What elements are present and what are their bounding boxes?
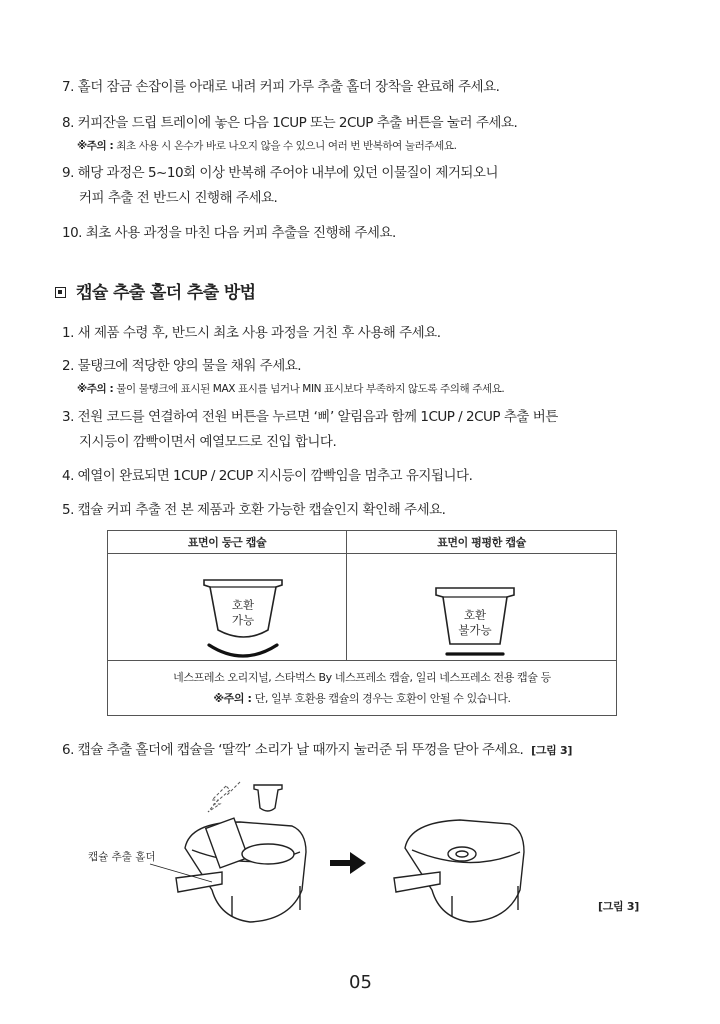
- capsule1-label-2: 가능: [231, 613, 255, 627]
- figure-3-illustration: [0, 770, 720, 950]
- holder-label: 캡슐 추출 홀더: [88, 851, 156, 863]
- note-label: ※주의 :: [77, 140, 114, 152]
- step-2: 2. 물탱크에 적당한 양의 물을 채워 주세요.: [62, 358, 302, 374]
- note-text: 최초 사용 시 온수가 바로 나오지 않을 수 있으니 여러 번 반복하여 눌러주세요.: [113, 140, 457, 152]
- figure-ref: [그림 3]: [531, 744, 573, 757]
- capsule-compat-table: [107, 530, 617, 716]
- step-8: 8. 커피잔을 드립 트레이에 놓은 다음 1CUP 또는 2CUP 추출 버튼을 눌러 주세요.: [62, 115, 518, 131]
- step-6: [62, 738, 572, 758]
- footer-note-label: ※주의 :: [213, 692, 252, 705]
- flat-capsule-icon: [347, 554, 601, 660]
- step-9-line2: 커피 추출 전 반드시 진행해 주세요.: [79, 190, 278, 206]
- note-text: 물이 물탱크에 표시된 MAX 표시를 넘거나 MIN 표시보다 부족하지 않도록 주의해 주세요.: [113, 383, 505, 395]
- step-6-text: 6. 캡슐 추출 홀더에 캡슐을 ‘딸깍’ 소리가 날 때까지 눌러준 뒤 뚜껑을 닫아 주세요.: [62, 742, 524, 758]
- col-header-round: 표면이 둥근 캡슐: [108, 531, 347, 554]
- capsule1-label-1: 호환: [231, 598, 255, 612]
- compatible-capsules-text: 네스프레소 오리지널, 스타벅스 By 네스프레소 캡슐, 일리 네스프레소 전용 캡슐 등: [173, 671, 551, 684]
- capsule-drop-icon: [254, 785, 282, 811]
- step-4: 4. 예열이 완료되면 1CUP / 2CUP 지시등이 깜빡임을 멈추고 유지됩니다.: [62, 468, 473, 484]
- capsule2-label-2: 불가능: [458, 623, 492, 637]
- flat-capsule-cell: [347, 554, 617, 661]
- square-bullet-icon: [55, 287, 66, 298]
- step-1: 1. 새 제품 수령 후, 반드시 최초 사용 과정을 거친 후 사용해 주세요.: [62, 325, 441, 341]
- section-heading: [55, 278, 256, 303]
- step-9-line1: 9. 해당 과정은 5~10회 이상 반복해 주어야 내부에 있던 이물질이 제거되오니: [62, 165, 499, 181]
- page-number: 05: [349, 972, 372, 993]
- note-label: ※주의 :: [77, 383, 114, 395]
- step-8-note: [77, 138, 457, 153]
- col-header-flat: 표면이 평평한 캡슐: [347, 531, 617, 554]
- step-5: 5. 캡슐 커피 추출 전 본 제품과 호환 가능한 캡슐인지 확인해 주세요.: [62, 502, 446, 518]
- step-3-line1: 3. 전원 코드를 연결하여 전원 버튼을 누르면 ‘삐’ 알림음과 함께 1CUP / 2CUP 추출 버튼: [62, 409, 558, 425]
- table-footer: [108, 661, 617, 716]
- footer-note-text: 단, 일부 호환용 캡슐의 경우는 호환이 안될 수 있습니다.: [251, 692, 511, 705]
- figure-caption: [그림 3]: [598, 900, 639, 913]
- machine-open-icon: [176, 818, 306, 922]
- machine-closed-icon: [394, 820, 524, 922]
- insert-arrow-icon: [208, 782, 240, 812]
- section-title: 캡슐 추출 홀더 추출 방법: [76, 283, 256, 303]
- round-capsule-cell: [108, 554, 347, 661]
- capsule2-label-1: 호환: [463, 608, 487, 622]
- table-footer-note: [108, 688, 616, 709]
- right-arrow-icon: [330, 852, 366, 874]
- step-10: 10. 최초 사용 과정을 마친 다음 커피 추출을 진행해 주세요.: [62, 225, 396, 241]
- step-3-line2: 지시등이 깜빡이면서 예열모드로 진입 합니다.: [79, 434, 337, 450]
- step-2-note: [77, 381, 504, 396]
- round-capsule-icon: [108, 554, 362, 660]
- step-7: 7. 홀더 잠금 손잡이를 아래로 내려 커피 가루 추출 홀더 장착을 완료해 주세요.: [62, 79, 500, 95]
